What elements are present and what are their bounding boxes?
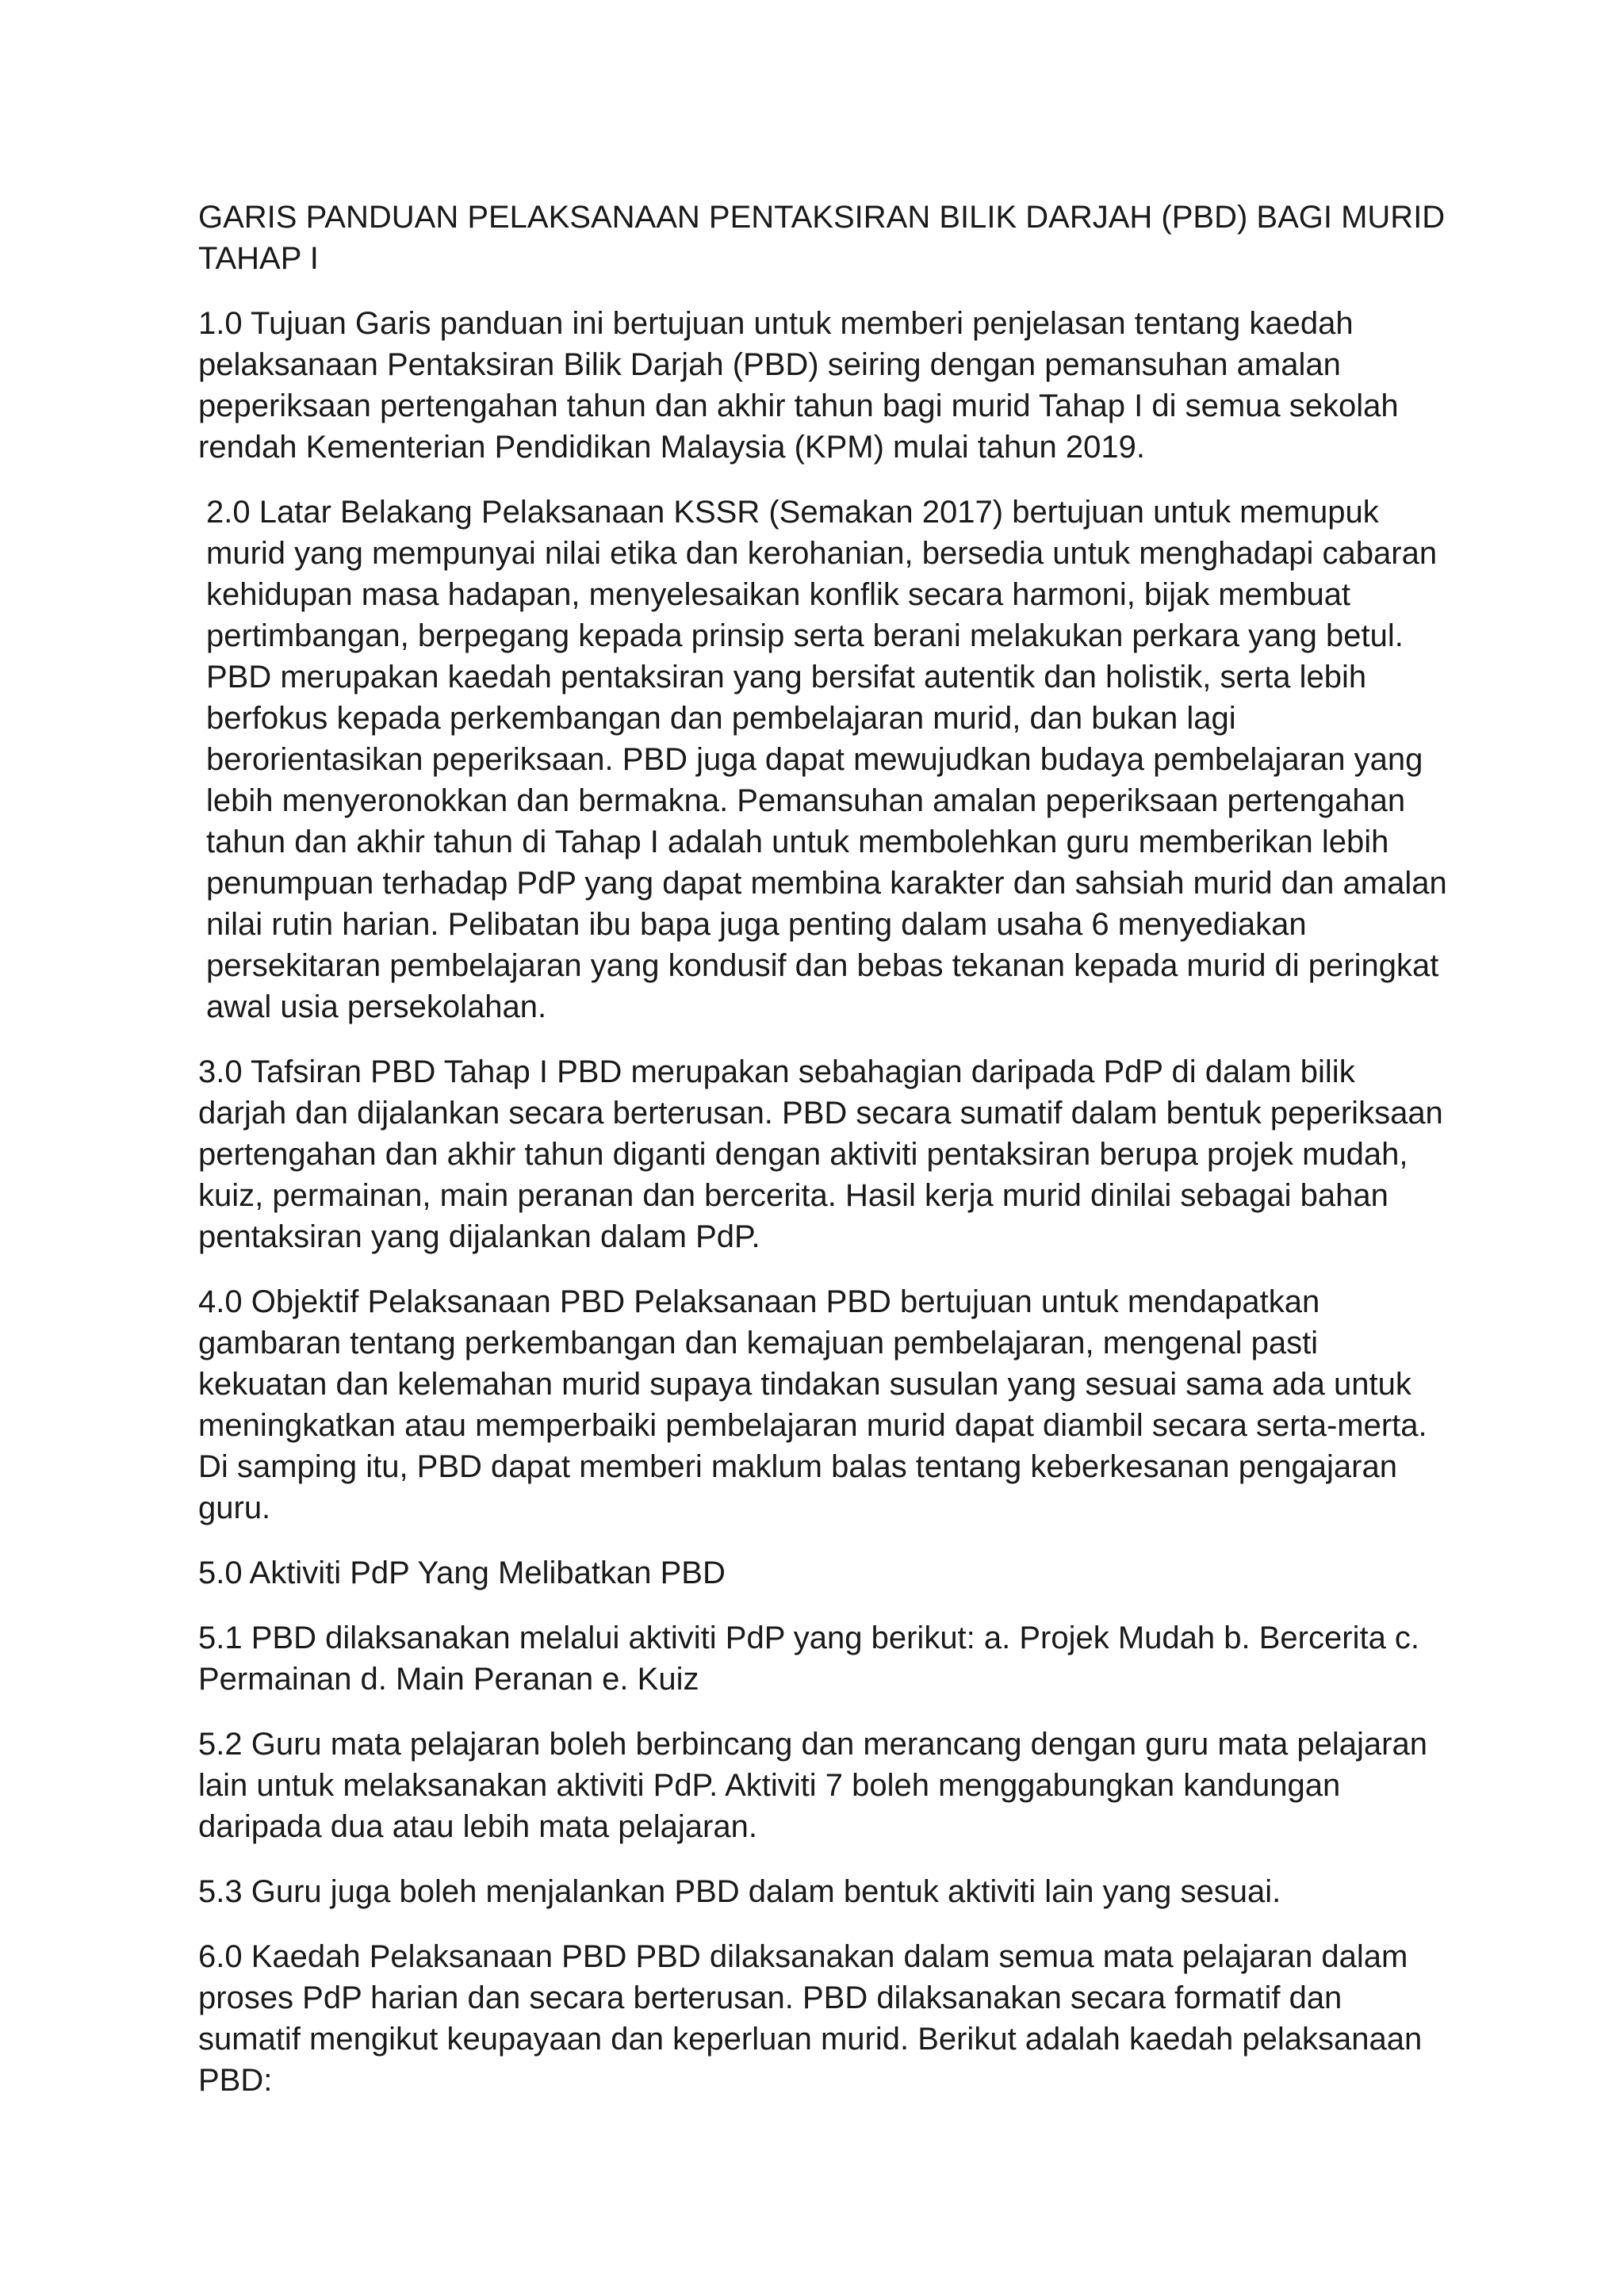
section-5-2: 5.2 Guru mata pelajaran boleh berbincang dan merancang dengan guru mata pelajaran lain untuk melaksanakan aktiviti PdP. Aktiviti 7 boleh menggabungkan kandungan daripada dua atau lebih mata pelajaran. — [198, 1727, 1427, 1844]
document-title: GARIS PANDUAN PELAKSANAAN PENTAKSIRAN BILIK DARJAH (PBD) BAGI MURID TAHAP I — [198, 200, 1446, 276]
section-1-purpose: 1.0 Tujuan Garis panduan ini bertujuan untuk memberi penjelasan tentang kaedah pelaksanaan Pentaksiran Bilik Darjah (PBD) seiring dengan pemansuhan amalan peperiksaan pertengahan tahun dan akhir tahun bagi murid Tahap I di semua sekolah rendah Kementerian Pendidikan Malaysia (KPM) mulai tahun 2019. — [198, 306, 1399, 465]
section-5-1: 5.1 PBD dilaksanakan melalui aktiviti PdP yang berikut: a. Projek Mudah b. Bercerita c. Permainan d. Main Peranan e. Kuiz — [198, 1621, 1420, 1697]
section-2-background: 2.0 Latar Belakang Pelaksanaan KSSR (Semakan 2017) bertujuan untuk memupuk murid yang mempunyai nilai etika dan kerohanian, bersedia untuk menghadapi cabaran kehidupan masa hadapan, menyelesaikan konflik secara harmoni, bijak membuat pertimbangan, berpegang kepada prinsip serta berani melakukan perkara yang betul. PBD merupakan kaedah pentaksiran yang bersifat autentik dan holistik, serta lebih berfokus kepada perkembangan dan pembelajaran murid, dan bukan lagi berorientasikan peperiksaan. PBD juga dapat mewujudkan budaya pembelajaran yang lebih menyeronokkan dan bermakna. Pemansuhan amalan peperiksaan pertengahan tahun dan akhir tahun di Tahap I adalah untuk membolehkan guru memberikan lebih penumpuan terhadap PdP yang dapat membina karakter dan sahsiah murid dan amalan nilai rutin harian. Pelibatan ibu bapa juga penting dalam usaha 6 menyediakan persekitaran pembelajaran yang kondusif dan bebas tekanan kepada murid di peringkat awal usia persekolahan. — [206, 495, 1447, 1024]
section-4-objective: 4.0 Objektif Pelaksanaan PBD Pelaksanaan PBD bertujuan untuk mendapatkan gambaran tentang perkembangan dan kemajuan pembelajaran, mengenal pasti kekuatan dan kelemahan murid supaya tindakan susulan yang sesuai sama ada untuk meningkatkan atau memperbaiki pembelajaran murid dapat diambil secara serta-merta. Di samping itu, PBD dapat memberi maklum balas tentang keberkesanan pengajaran guru. — [198, 1284, 1427, 1525]
document-page — [198, 197, 1451, 2125]
section-5-3: 5.3 Guru juga boleh menjalankan PBD dalam bentuk aktiviti lain yang sesuai. — [198, 1874, 1281, 1909]
section-5-heading: 5.0 Aktiviti PdP Yang Melibatkan PBD — [198, 1556, 726, 1590]
section-3-interpretation: 3.0 Tafsiran PBD Tahap I PBD merupakan sebahagian daripada PdP di dalam bilik darjah dan dijalankan secara berterusan. PBD secara sumatif dalam bentuk peperiksaan pertengahan dan akhir tahun diganti dengan aktiviti pentaksiran berupa projek mudah, kuiz, permainan, main peranan dan bercerita. Hasil kerja murid dinilai sebagai bahan pentaksiran yang dijalankan dalam PdP. — [198, 1054, 1443, 1254]
section-6-method: 6.0 Kaedah Pelaksanaan PBD PBD dilaksanakan dalam semua mata pelajaran dalam proses PdP harian dan secara berterusan. PBD dilaksanakan secara formatif dan sumatif mengikut keupayaan dan keperluan murid. Berikut adalah kaedah pelaksanaan PBD: — [198, 1939, 1423, 2098]
